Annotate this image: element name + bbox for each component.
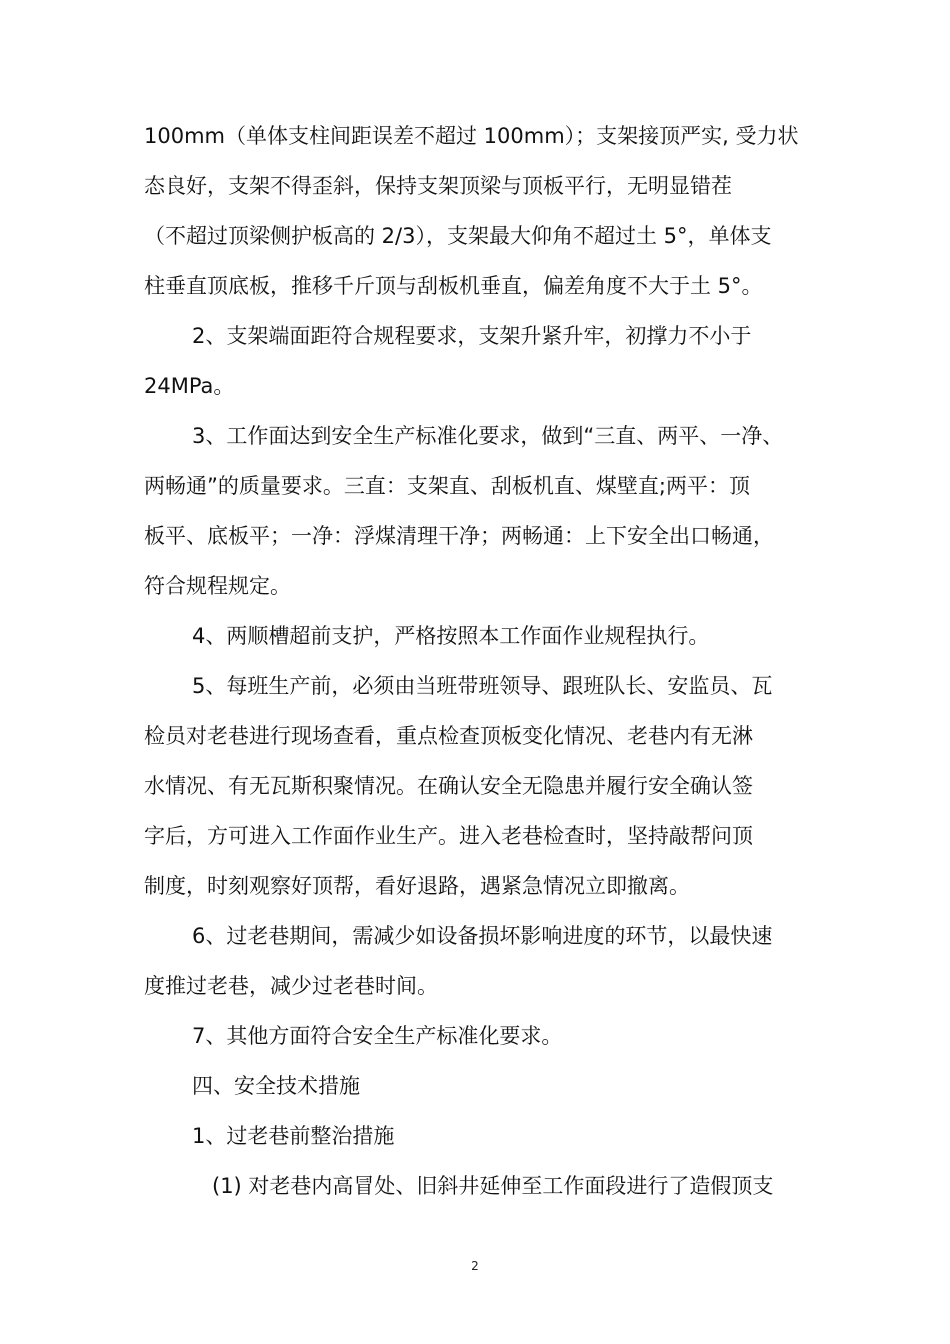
text-line: 24MPa。: [144, 374, 235, 398]
text-line: (1) 对老巷内高冒处、旧斜井延伸至工作面段进行了造假顶支: [212, 1174, 774, 1198]
text-line: 制度，时刻观察好顶帮，看好退路，遇紧急情况立即撤离。: [144, 874, 690, 898]
text-line: 两畅通”的质量要求。三直：支架直、刮板机直、煤壁直;两平：顶: [144, 474, 750, 498]
section-heading: 四、安全技术措施: [192, 1074, 360, 1098]
text-line: 3、工作面达到安全生产标准化要求，做到“三直、两平、一净、: [192, 424, 784, 448]
text-line: 100mm（单体支柱间距误差不超过 100mm）；支架接顶严实, 受力状: [144, 124, 799, 148]
text-line: 度推过老巷，减少过老巷时间。: [144, 974, 438, 998]
text-line: （不超过顶梁侧护板高的 2/3），支架最大仰角不超过土 5°，单体支: [144, 224, 772, 248]
subsection-heading: 1、过老巷前整治措施: [192, 1124, 395, 1148]
text-line: 水情况、有无瓦斯积聚情况。在确认安全无隐患并履行安全确认签: [144, 774, 753, 798]
text-line: 板平、底板平；一净：浮煤清理干净；两畅通：上下安全出口畅通，: [144, 524, 774, 548]
text-line: 7、其他方面符合安全生产标准化要求。: [192, 1024, 563, 1048]
page-number: 2: [471, 1259, 479, 1273]
text-line: 柱垂直顶底板，推移千斤顶与刮板机垂直，偏差角度不大于土 5°。: [144, 274, 763, 298]
text-line: 检员对老巷进行现场查看，重点检查顶板变化情况、老巷内有无淋: [144, 724, 753, 748]
text-line: 符合规程规定。: [144, 574, 291, 598]
text-line: 4、两顺槽超前支护，严格按照本工作面作业规程执行。: [192, 624, 710, 648]
text-line: 字后，方可进入工作面作业生产。进入老巷检查时，坚持敲帮问顶: [144, 824, 753, 848]
text-line: 6、过老巷期间，需减少如设备损坏影响进度的环节，以最快速: [192, 924, 773, 948]
text-line: 态良好，支架不得歪斜，保持支架顶梁与顶板平行，无明显错茬: [144, 174, 732, 198]
text-line: 5、每班生产前，必须由当班带班领导、跟班队长、安监员、瓦: [192, 674, 773, 698]
text-line: 2、支架端面距符合规程要求，支架升紧升牢，初撑力不小于: [192, 324, 752, 348]
